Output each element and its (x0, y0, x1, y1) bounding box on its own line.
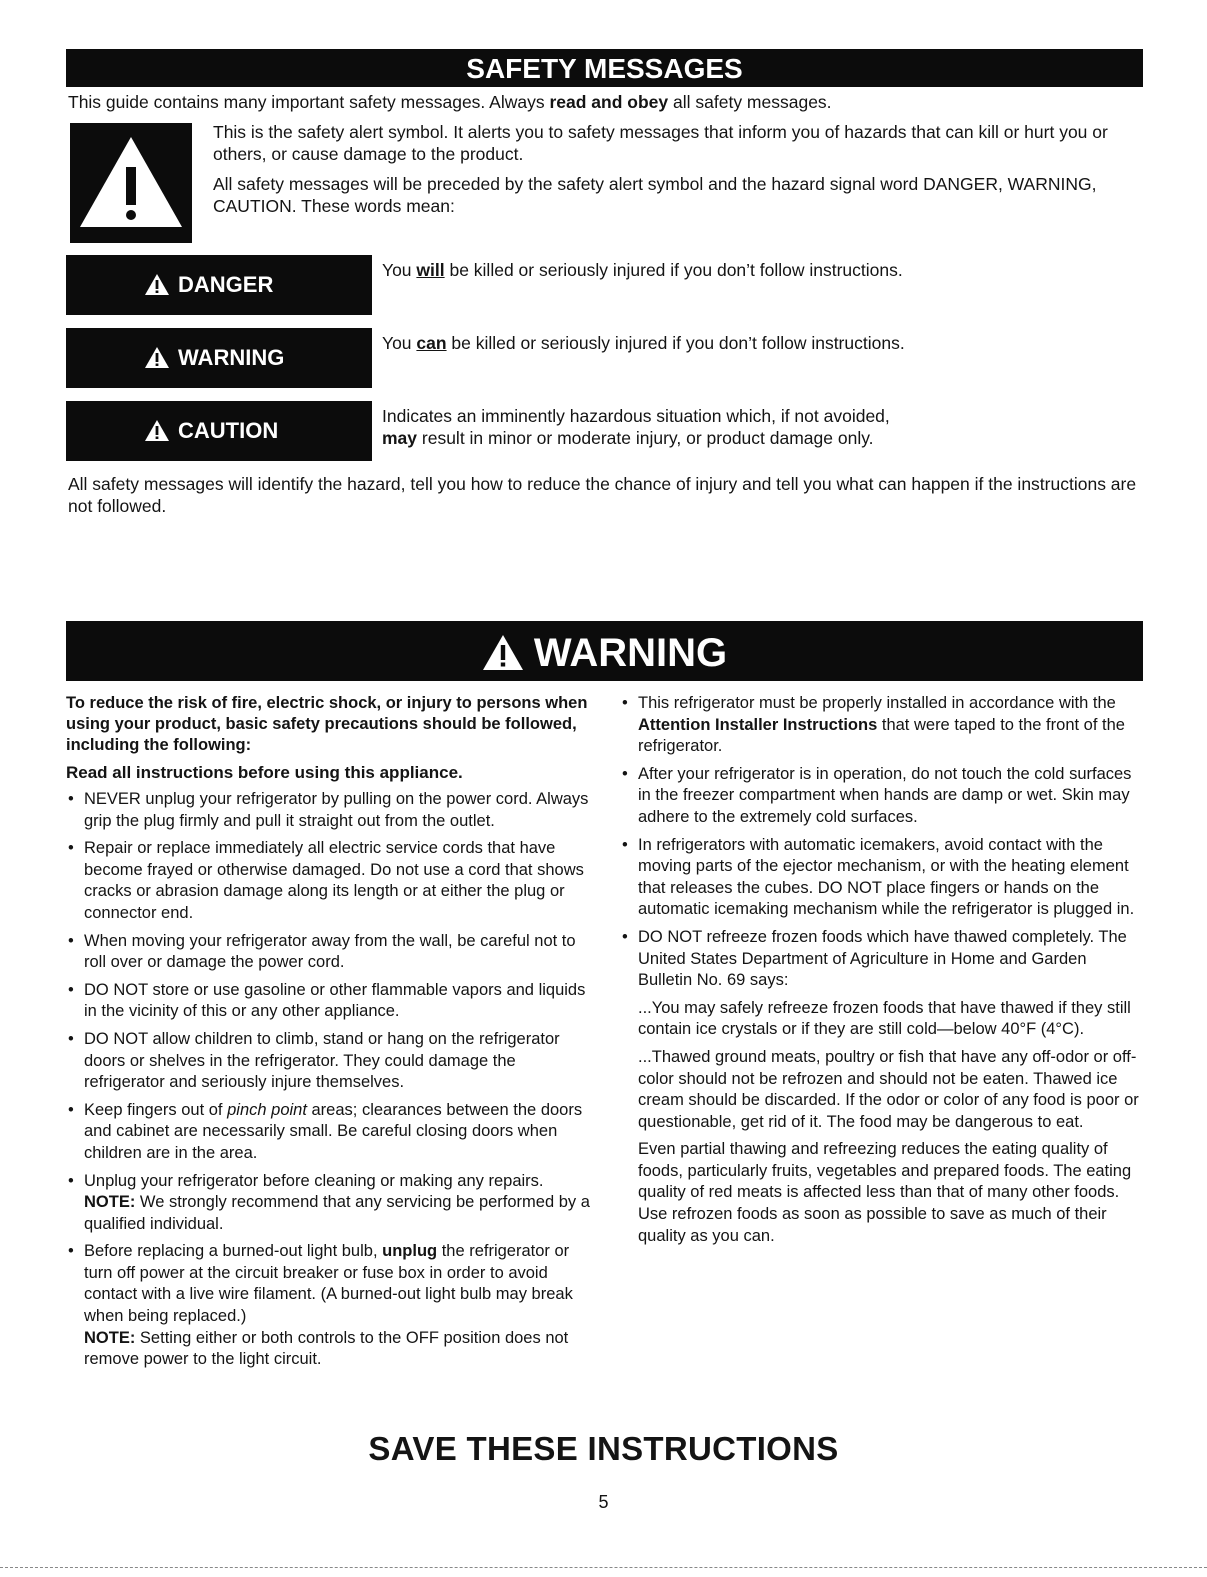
danger-alert-icon (144, 273, 170, 296)
list-item: • In refrigerators with automatic icemakers, avoid contact with the moving parts of the ejector mechanism, or with the heating element that releases the cubes. DO NOT place fingers or hands on the automatic icemaking mechanism while the refrigerator is plugged in. (620, 835, 1145, 921)
danger-label: DANGER (178, 272, 274, 297)
list-item: • After your refrigerator is in operation, do not touch the cold surfaces in the freezer compartment when hands are damp or wet. Skin may adhere to the extremely cold surfaces. (620, 764, 1145, 829)
caution-signal-box (66, 401, 372, 461)
list-item: • This refrigerator must be properly installed in accordance with the Attention Installer Instructions that were taped to the front of the refrigerator. (620, 693, 1145, 758)
alert-triangle-icon (70, 123, 192, 243)
read-all-instructions: Read all instructions before using this appliance. (66, 763, 463, 782)
list-item: • When moving your refrigerator away from the wall, be careful not to roll over or damage the power cord. (66, 931, 591, 974)
right-bullet-list (620, 693, 1145, 992)
safety-intro: This guide contains many important safety messages. Always read and obey all safety messages. (68, 92, 832, 112)
warning-lead: To reduce the risk of fire, electric shock, or injury to persons when using your product, basic safety precautions should be followed, including the following: (66, 694, 588, 754)
warning-banner (66, 621, 1143, 681)
warning-alert-icon (144, 346, 170, 369)
alert-symbol-text-2: All safety messages will be preceded by the safety alert symbol and the hazard signal word DANGER, WARNING, CAUTION. These words mean: (213, 174, 1097, 216)
list-item: • Before replacing a burned-out light bulb, unplug the refrigerator or turn off power at the circuit breaker or fuse box in order to avoid contact with a live wire filament. (A burned-out light bulb may break when being replaced.) NOTE: Setting either or both controls to the OFF position does not remove power to the light circuit. (66, 1241, 591, 1371)
list-item: • NEVER unplug your refrigerator by pulling on the power cord. Always grip the plug firmly and pull it straight out from the outlet. (66, 789, 591, 832)
alert-symbol-text-1: This is the safety alert symbol. It alerts you to safety messages that inform you of hazards that can kill or hurt you or others, or cause damage to the product. (213, 122, 1108, 164)
usda-quote-2: ...Thawed ground meats, poultry or fish that have any off-odor or off-color should not be refrozen and should not be eaten. Thawed ice cream should be discarded. If the odor or color of any food is poor or questionable, get rid of it. The food may be dangerous to eat. (638, 1047, 1139, 1131)
safety-messages-banner (66, 49, 1143, 87)
warning-label: WARNING (178, 345, 285, 370)
caution-description: Indicates an imminently hazardous situation which, if not avoided, may result in minor or moderate injury, or product damage only. (382, 406, 890, 448)
danger-signal-box (66, 255, 372, 315)
usda-quote-3: Even partial thawing and refreezing reduces the eating quality of foods, particularly fruits, vegetables and prepared foods. The eating quality of red meats is affected less than that of many other foods. Use refrozen foods as soon as possible to save as much of their quality as you can. (638, 1140, 1132, 1245)
list-item: • Repair or replace immediately all electric service cords that have become frayed or otherwise damaged. Do not use a cord that shows cracks or abrasion damage along its length or at either the plug or connector end. (66, 838, 591, 924)
warning-banner-alert-icon (482, 634, 524, 671)
bottom-divider (0, 1567, 1207, 1568)
list-item: • Unplug your refrigerator before cleaning or making any repairs. NOTE: We strongly recommend that any servicing be performed by a qualified individual. (66, 1171, 591, 1236)
save-these-instructions: SAVE THESE INSTRUCTIONS (368, 1430, 839, 1467)
list-item: • DO NOT allow children to climb, stand or hang on the refrigerator doors or shelves in the refrigerator. They could damage the refrigerator and seriously injure themselves. (66, 1029, 591, 1094)
caution-label: CAUTION (178, 418, 279, 443)
warning-description: You can be killed or seriously injured if you don’t follow instructions. (382, 333, 905, 353)
alert-symbol-explanation (213, 121, 1143, 217)
warning-banner-title: WARNING (533, 631, 728, 675)
usda-quote-1: ...You may safely refreeze frozen foods that have thawed if they still contain ice crystals or if they are still cold—below 40°F (4°C). (638, 998, 1131, 1039)
safety-messages-title: SAFETY MESSAGES (466, 53, 743, 84)
warning-signal-box (66, 328, 372, 388)
safety-alert-symbol (70, 123, 192, 243)
warning-left-column (66, 693, 591, 1377)
list-item: • DO NOT store or use gasoline or other flammable vapors and liquids in the vicinity of this or any other appliance. (66, 980, 591, 1023)
list-item: • Keep fingers out of pinch point areas; clearances between the doors and cabinet are necessarily small. Be careful closing doors when children are in the area. (66, 1100, 591, 1165)
caution-alert-icon (144, 419, 170, 442)
list-item: • DO NOT refreeze frozen foods which have thawed completely. The United States Department of Agriculture in Home and Garden Bulletin No. 69 says: (620, 927, 1145, 992)
danger-description: You will be killed or seriously injured if you don’t follow instructions. (382, 260, 903, 280)
safety-closing-text: All safety messages will identify the hazard, tell you how to reduce the chance of injury and tell you what can happen if the instructions are not followed. (68, 474, 1137, 516)
left-bullet-list (66, 789, 591, 1371)
page-number: 5 (598, 1492, 609, 1512)
warning-right-column (620, 693, 1145, 1253)
